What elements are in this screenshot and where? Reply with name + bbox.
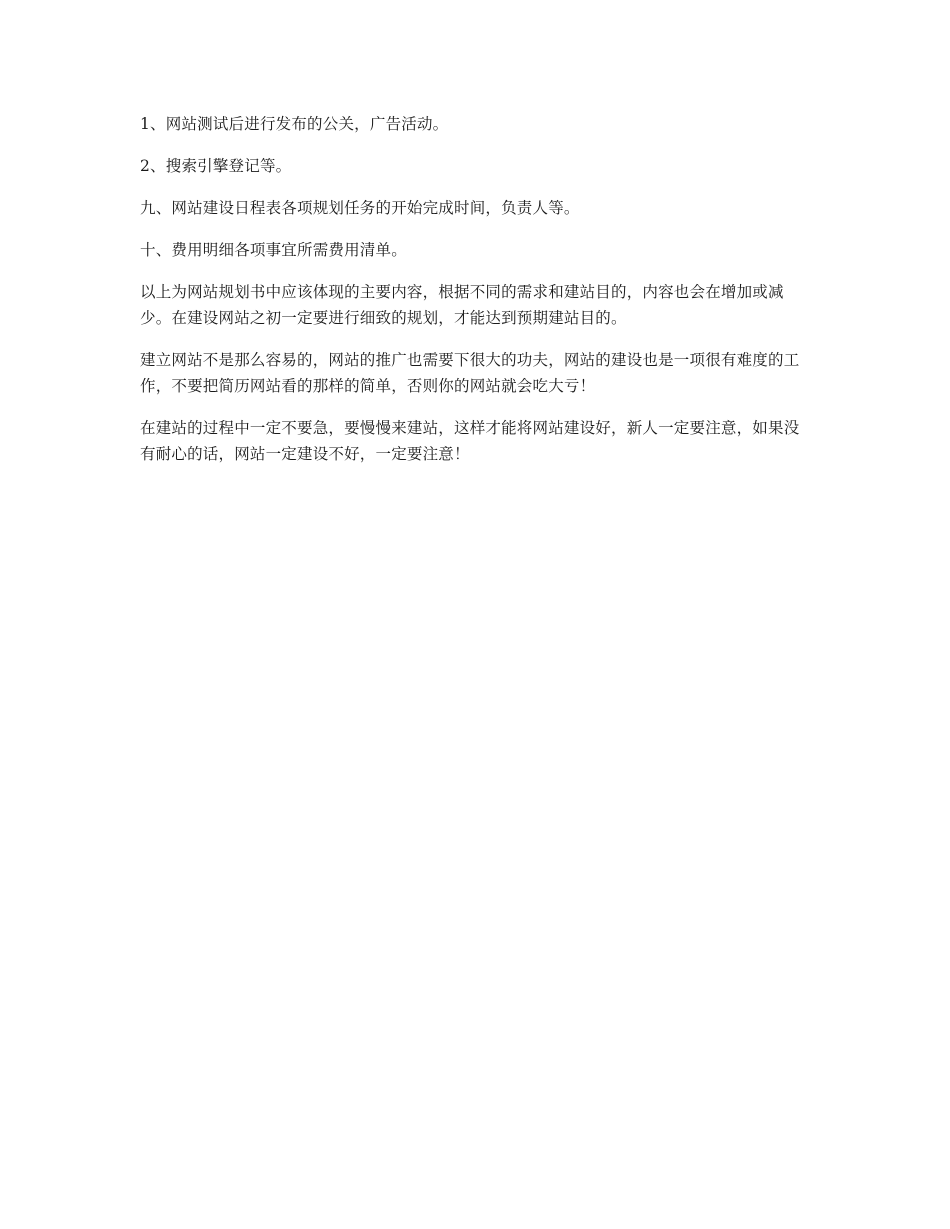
paragraph-summary: 以上为网站规划书中应该体现的主要内容，根据不同的需求和建站目的，内容也会在增加或减少。在建设网站之初一定要进行细致的规划，才能达到预期建站目的。 — [140, 283, 784, 327]
paragraph-item-1: 1、网站测试后进行发布的公关，广告活动。 — [140, 115, 449, 133]
paragraph-difficulty: 建立网站不是那么容易的，网站的推广也需要下很大的功夫，网站的建设也是一项很有难度的工作，不要把简历网站看的那样的简单，否则你的网站就会吃大亏！ — [140, 351, 800, 395]
paragraph-section-10: 十、费用明细各项事宜所需费用清单。 — [140, 241, 407, 259]
paragraph-item-2: 2、搜索引擎登记等。 — [140, 157, 292, 175]
paragraph-advice: 在建站的过程中一定不要急，要慢慢来建站，这样才能将网站建设好，新人一定要注意，如果没有耐心的话，网站一定建设不好，一定要注意！ — [140, 419, 800, 463]
paragraph-section-9: 九、网站建设日程表各项规划任务的开始完成时间，负责人等。 — [140, 199, 580, 217]
document-body — [140, 111, 812, 483]
